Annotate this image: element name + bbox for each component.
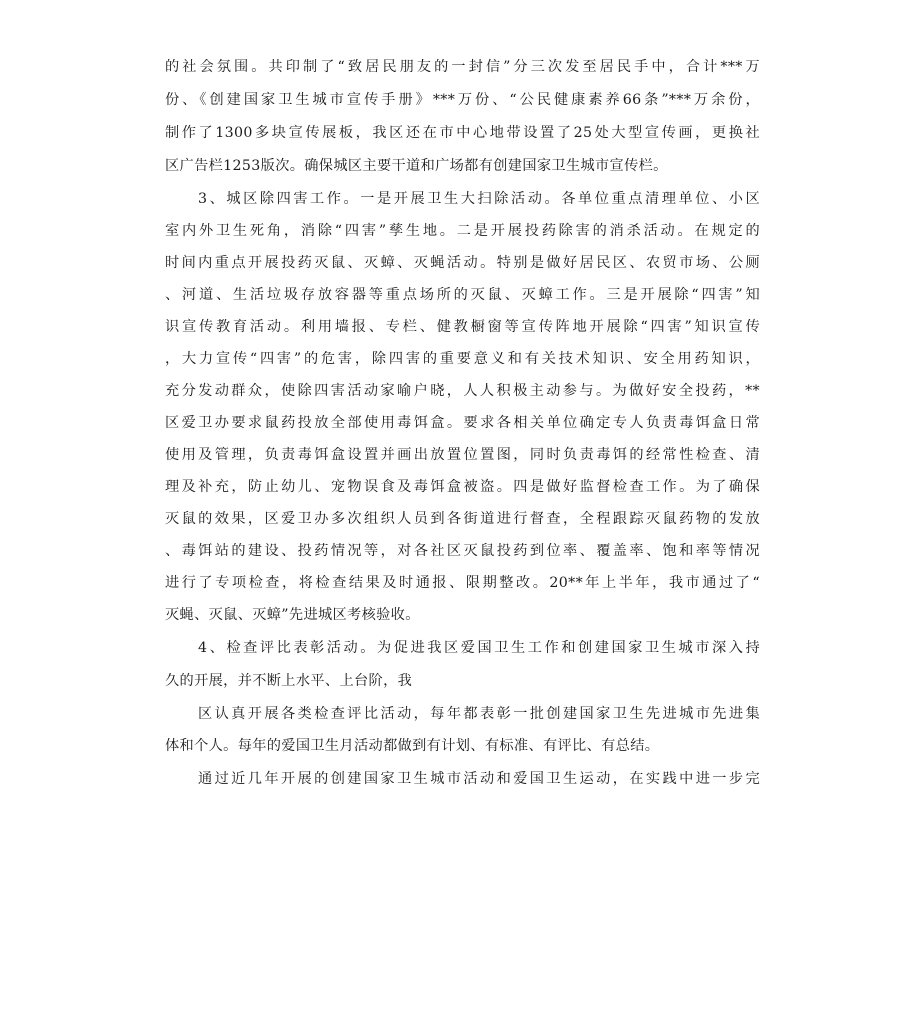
text-line: 体和个人。每年的爱国卫生月活动都做到有计划、有标准、有评比、有总结。: [165, 738, 660, 754]
text-line: 久的开展，并不断上水平、上台阶，我: [165, 673, 413, 689]
text-line: 灭蝇、灭鼠、灭蟑”先进城区考核验收。: [165, 607, 420, 623]
text-line: 区爱卫办要求鼠药投放全部使用毒饵盒。要求各相关单位确定专人负责毒饵盒日常: [165, 415, 760, 431]
text-line: 充分发动群众，使除四害活动家喻户晓，人人积极主动参与。为做好安全投药，**: [165, 383, 760, 399]
text-line: 进行了专项检查，将检查结果及时通报、限期整改。20**年上半年，我市通过了“: [165, 575, 760, 591]
text-line: 室内外卫生死角，消除“四害”孳生地。二是开展投药除害的消杀活动。在规定的: [165, 223, 760, 239]
text-line: ，大力宣传“四害”的危害，除四害的重要意义和有关技术知识、安全用药知识，: [165, 351, 760, 367]
paragraph-first-line: 4、检查评比表彰活动。为促进我区爱国卫生工作和创建国家卫生城市深入持: [198, 640, 760, 656]
paragraph-first-line: 通过近几年开展的创建国家卫生城市活动和爱国卫生运动，在实践中进一步完: [198, 771, 760, 787]
paragraph-first-line: 3、城区除四害工作。一是开展卫生大扫除活动。各单位重点清理单位、小区: [198, 191, 760, 207]
text-line: 时间内重点开展投药灭鼠、灭蟑、灭蝇活动。特别是做好居民区、农贸市场、公厕: [165, 255, 760, 271]
text-line: 灭鼠的效果，区爱卫办多次组织人员到各街道进行督查，全程跟踪灭鼠药物的发放: [165, 511, 760, 527]
text-line: 、河道、生活垃圾存放容器等重点场所的灭鼠、灭蟑工作。三是开展除“四害”知: [165, 287, 760, 303]
text-line: 理及补充，防止幼儿、宠物误食及毒饵盒被盗。四是做好监督检查工作。为了确保: [165, 479, 760, 495]
text-line: 区广告栏1253版次。确保城区主要干道和广场都有创建国家卫生城市宣传栏。: [165, 158, 668, 174]
text-line: 识宣传教育活动。利用墙报、专栏、健教橱窗等宣传阵地开展除“四害”知识宣传: [165, 319, 760, 335]
text-line: 的社会氛围。共印制了“致居民朋友的一封信”分三次发至居民手中，合计***万: [165, 59, 760, 75]
text-line: 、毒饵站的建设、投药情况等，对各社区灭鼠投药到位率、覆盖率、饱和率等情况: [165, 543, 760, 559]
paragraph-first-line: 区认真开展各类检查评比活动，每年都表彰一批创建国家卫生先进城市先进集: [198, 706, 760, 722]
text-line: 使用及管理，负责毒饵盒设置并画出放置位置图，同时负责毒饵的经常性检查、清: [165, 447, 760, 463]
text-line: 份、《创建国家卫生城市宣传手册》***万份、“公民健康素养66条”***万余份，: [165, 92, 760, 108]
text-line: 制作了1300多块宣传展板，我区还在市中心地带设置了25处大型宣传画，更换社: [165, 125, 760, 141]
